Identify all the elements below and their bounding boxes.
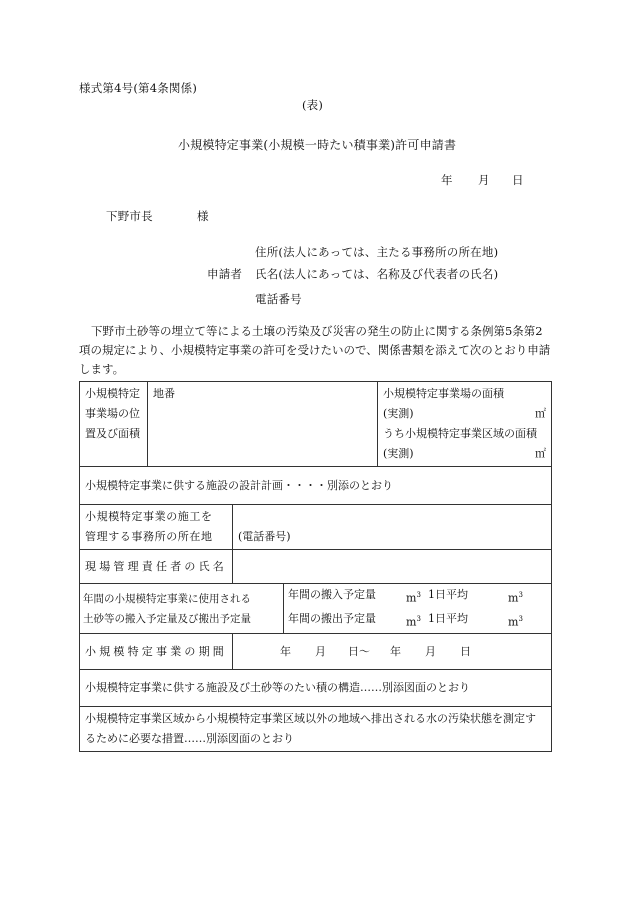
applicant-name: 氏名(法人にあっては、名称及び代表者の氏名) (255, 267, 499, 281)
office-label: 小規模特定事業の施工を 管理する事務所の所在地 (80, 505, 233, 550)
applicant-label: 申請者 (207, 267, 243, 281)
volume-label: 年間の小規模特定事業に使用される 土砂等の搬入予定量及び搬出予定量 (80, 584, 284, 634)
area-label: 小規模特定事業場の面積 (383, 387, 504, 400)
structure-text: 小規模特定事業に供する施設及び土砂等のたい積の構造……別添図面のとおり (80, 670, 552, 707)
application-table (79, 381, 552, 752)
lot-label: 地番 (153, 387, 175, 400)
volume-cell: 年間の搬入予定量 $m^3$ 1日平均 $m^3$ 年間の搬出予定量 $m^3$ 1日平均 $m^3$ (284, 584, 552, 634)
date-day: 日 (512, 173, 524, 187)
body-text: 下野市土砂等の埋立て等による土壌の汚染及び災害の発生の防止に関する条例第5条第2項の規定により、小規模特定事業の許可を受けたいので、関係書類を添えて次のとおり申請します。 (79, 324, 551, 376)
addressee-honorific: 様 (197, 209, 209, 223)
date-month: 月 (478, 173, 490, 187)
office-phone-cell: (電話番号) (233, 505, 552, 550)
lot-number-cell (148, 382, 378, 467)
date-year: 年 (441, 173, 453, 187)
applicant-address: 住所(法人にあっては、主たる事務所の所在地) (255, 245, 499, 259)
location-label: 小規模特定 事業場の位 置及び面積 (80, 382, 148, 467)
zone-area-label: うち小規模特定事業区域の面積 (383, 427, 537, 440)
design-plan: 小規模特定事業に供する施設の設計計画・・・・別添のとおり (80, 467, 552, 505)
page-title: 小規模特定事業(小規模一時たい積事業)許可申請書 (178, 138, 457, 152)
area-cell: 小規模特定事業場の面積 (実測) ㎡ うち小規模特定事業区域の面積 (実測) ㎡ (378, 382, 552, 467)
applicant-phone: 電話番号 (255, 292, 302, 306)
form-number: 様式第4号(第4条関係) (79, 81, 198, 95)
manager-label: 現場管理責任者の氏名 (80, 550, 233, 584)
period-label: 小規模特定事業の期間 (80, 634, 233, 670)
measure-text: 小規模特定事業区域から小規模特定事業区域以外の地域へ排出される水の汚染状態を測定するために必要な措置……別添図面のとおり (80, 707, 552, 752)
addressee-name: 下野市長 (106, 209, 153, 223)
period-cell: 年 月 日～ 年 月 日 (233, 634, 552, 670)
manager-value (233, 550, 552, 584)
side-label: (表) (302, 98, 324, 112)
